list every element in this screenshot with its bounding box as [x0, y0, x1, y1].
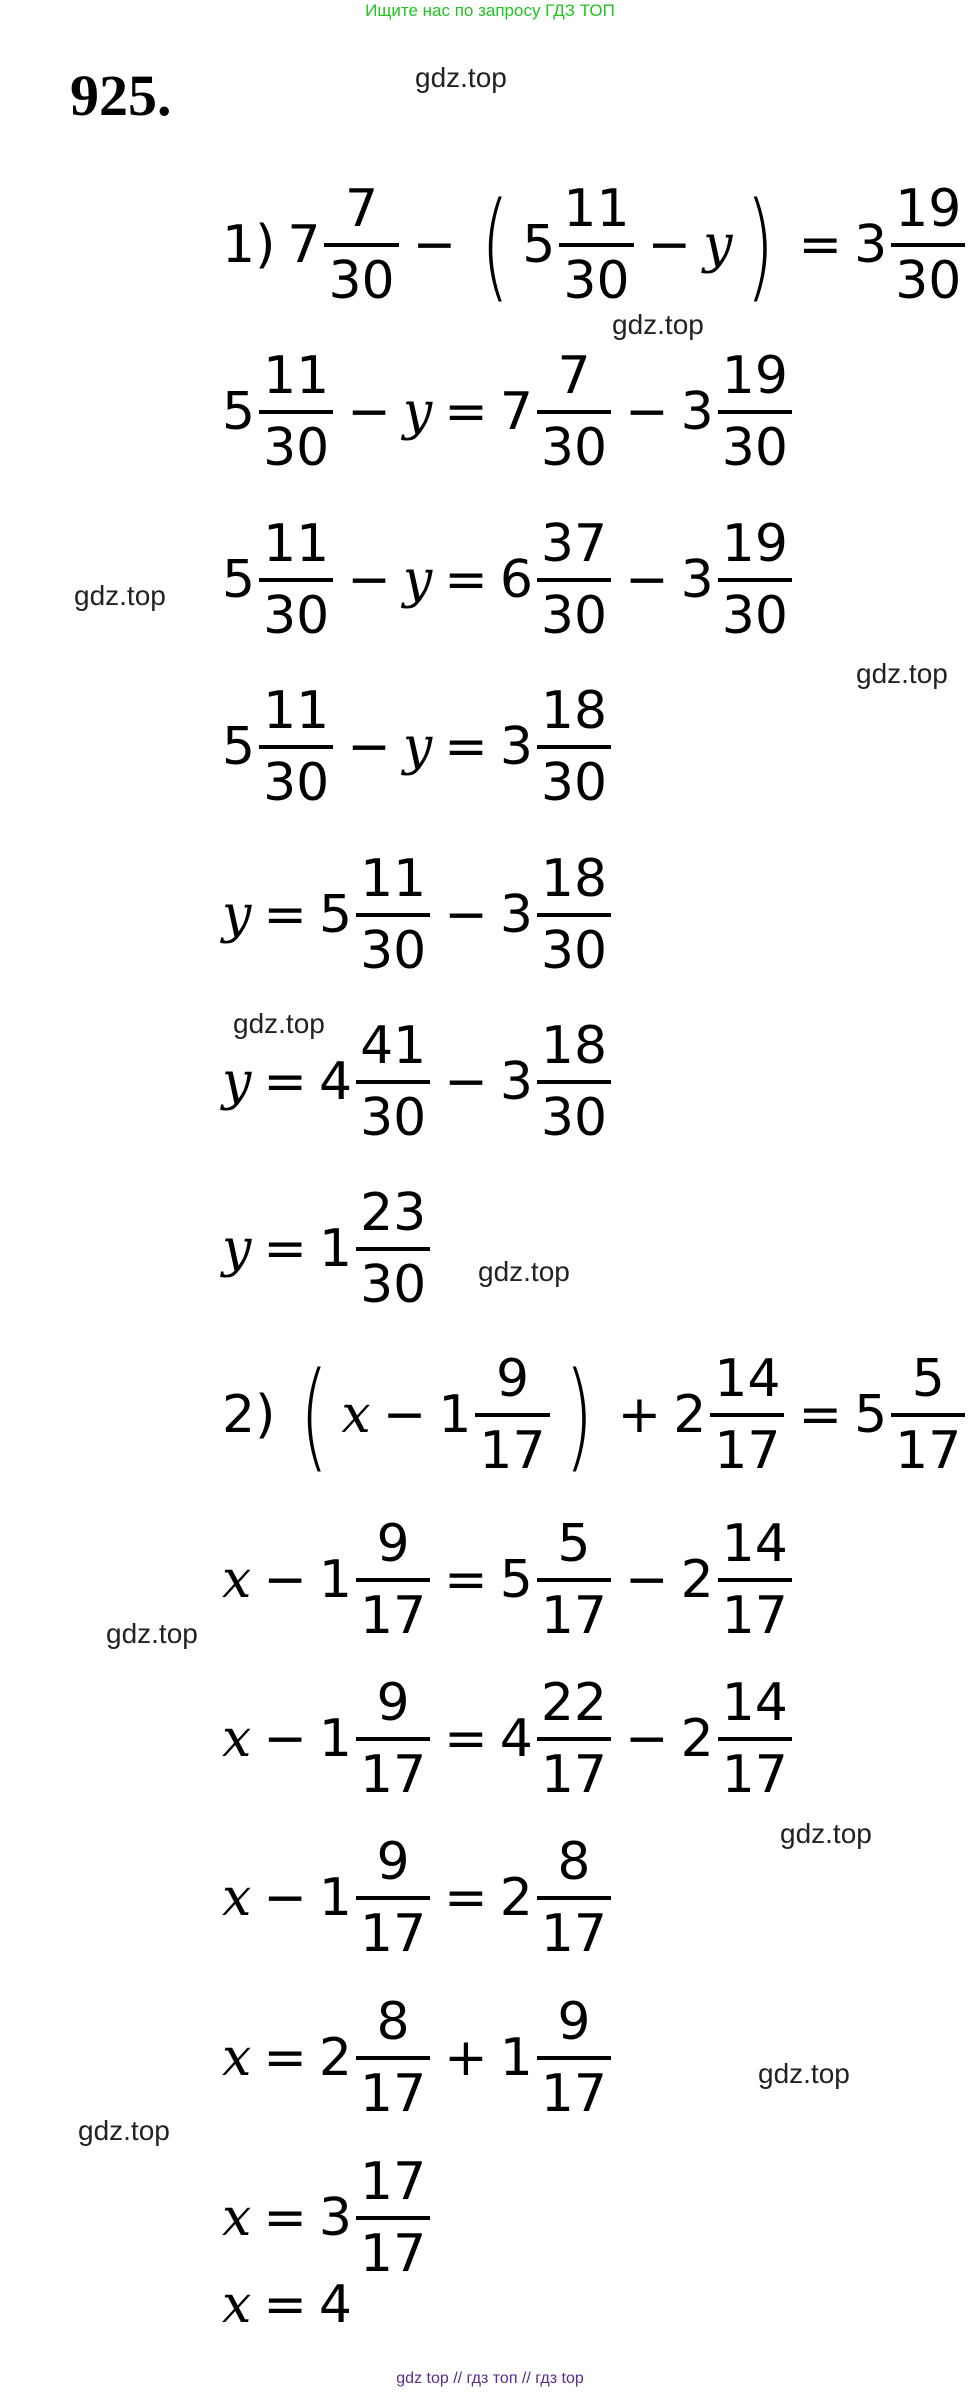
mixed-number: [222, 512, 335, 648]
fraction: [356, 1181, 430, 1317]
minus-sign: −: [347, 717, 391, 777]
fraction: [356, 1671, 430, 1807]
whole-part: 2: [673, 1385, 707, 1445]
denominator: 17: [360, 1745, 427, 1805]
numerator: 11: [563, 179, 630, 239]
fraction-bar: [537, 1578, 611, 1582]
numerator: 5: [911, 1349, 945, 1409]
equals-sign: =: [263, 1052, 307, 1112]
fraction-bar: [718, 410, 792, 414]
watermark: gdz.top: [780, 1818, 872, 1849]
whole-part: 1: [438, 1385, 472, 1445]
numerator: 22: [540, 1673, 608, 1733]
whole-part: 3: [680, 382, 714, 442]
equation-line: [222, 170, 967, 320]
watermark: gdz.top: [78, 2115, 170, 2146]
fraction-bar: [537, 1080, 611, 1084]
fraction: [356, 1512, 430, 1648]
watermark: gdz.top: [478, 1256, 570, 1287]
numerator: 19: [721, 514, 788, 574]
equation-line: [222, 1340, 967, 1490]
mixed-number: [287, 177, 400, 313]
denominator: 30: [563, 251, 630, 311]
fraction: [559, 177, 633, 313]
numerator: 41: [360, 1016, 427, 1076]
minus-sign: −: [444, 1052, 488, 1112]
fraction: [891, 1347, 965, 1483]
minus-sign: −: [412, 215, 457, 275]
fraction: [259, 679, 333, 815]
whole-part: 1: [499, 2028, 533, 2088]
whole-part: 7: [499, 382, 533, 442]
fraction-bar: [356, 1080, 430, 1084]
numerator: 11: [263, 681, 330, 741]
denominator: 30: [895, 251, 962, 311]
fraction: [537, 1014, 611, 1150]
result-number: 4: [318, 2275, 352, 2335]
equation-line: [222, 840, 613, 990]
denominator: 30: [721, 586, 788, 646]
denominator: 30: [263, 753, 330, 813]
part-label: 1): [222, 215, 276, 275]
watermark: gdz.top: [74, 580, 166, 611]
fraction: [356, 1830, 430, 1966]
denominator: 30: [540, 586, 608, 646]
watermark: gdz.top: [758, 2058, 850, 2089]
fraction-bar: [718, 1737, 792, 1741]
fraction: [324, 177, 398, 313]
numerator: 5: [557, 1514, 591, 1574]
numerator: 7: [345, 179, 379, 239]
mixed-number: [319, 1830, 432, 1966]
minus-sign: −: [444, 885, 488, 945]
mixed-number: [500, 1990, 613, 2126]
equation-line: [222, 1007, 613, 1157]
minus-sign: −: [347, 550, 391, 610]
minus-sign: −: [263, 1550, 307, 1610]
minus-sign: −: [625, 1550, 669, 1610]
fraction-bar: [259, 410, 333, 414]
numerator: 14: [721, 1514, 788, 1574]
denominator: 30: [360, 1255, 427, 1315]
denominator: 30: [540, 418, 608, 478]
fraction: [537, 344, 611, 480]
variable: y: [402, 382, 433, 442]
whole-part: 6: [499, 550, 533, 610]
mixed-number: [319, 1512, 432, 1648]
fraction: [259, 512, 333, 648]
minus-sign: −: [625, 550, 669, 610]
fraction-bar: [537, 578, 611, 582]
fraction-bar: [356, 2216, 430, 2220]
equals-sign: =: [444, 382, 488, 442]
denominator: 17: [540, 2064, 608, 2124]
fraction-bar: [356, 2056, 430, 2060]
fraction-bar: [537, 913, 611, 917]
footer-links[interactable]: gdz top // гдз топ // гдз top: [396, 2370, 584, 2387]
mixed-number: [854, 177, 967, 313]
denominator: 30: [540, 753, 608, 813]
equation-line: [222, 1983, 613, 2133]
mixed-number: [681, 1671, 794, 1807]
fraction-bar: [537, 745, 611, 749]
denominator: 30: [721, 418, 788, 478]
fraction: [718, 1512, 792, 1648]
mixed-number: [319, 847, 432, 983]
fraction-bar: [537, 1737, 611, 1741]
equation-line: [222, 1174, 432, 1324]
numerator: 11: [263, 346, 330, 406]
fraction: [537, 1671, 611, 1807]
numerator: 14: [721, 1673, 788, 1733]
equals-sign: =: [263, 2275, 307, 2335]
minus-sign: −: [263, 1868, 307, 1928]
whole-part: 1: [318, 1868, 352, 1928]
mixed-number: [500, 1830, 613, 1966]
mixed-number: [500, 512, 613, 648]
equation-line: [222, 1823, 613, 1973]
watermark: gdz.top: [106, 1618, 198, 1649]
variable: y: [222, 1052, 252, 1112]
whole-part: 5: [222, 717, 256, 777]
part-label: 2): [222, 1385, 276, 1445]
fraction-bar: [356, 1247, 430, 1251]
fraction: [537, 1830, 611, 1966]
mixed-number: [854, 1347, 967, 1483]
fraction: [537, 1990, 611, 2126]
whole-part: 5: [222, 382, 256, 442]
variable: y: [222, 885, 252, 945]
denominator: 30: [328, 251, 395, 311]
watermark: gdz.top: [233, 1008, 325, 1039]
numerator: 9: [376, 1673, 410, 1733]
denominator: 17: [714, 1421, 781, 1481]
mixed-number: [681, 512, 794, 648]
mixed-number: [500, 1014, 613, 1150]
fraction-bar: [710, 1413, 784, 1417]
whole-part: 5: [522, 215, 556, 275]
whole-part: 4: [499, 1709, 533, 1769]
numerator: 18: [540, 1016, 608, 1076]
mixed-number: [500, 847, 613, 983]
numerator: 9: [557, 1992, 591, 2052]
whole-part: 2: [680, 1550, 714, 1610]
fraction: [891, 177, 965, 313]
variable: x: [222, 1868, 252, 1928]
numerator: 23: [360, 1183, 427, 1243]
whole-part: 5: [854, 1385, 888, 1445]
equation-line: [222, 505, 794, 655]
numerator: 17: [360, 2152, 427, 2212]
denominator: 17: [540, 1586, 608, 1646]
numerator: 14: [714, 1349, 781, 1409]
numerator: 7: [557, 346, 591, 406]
fraction-bar: [324, 243, 398, 247]
fraction-bar: [891, 243, 965, 247]
mixed-number: [319, 1181, 432, 1317]
mixed-number: [222, 679, 335, 815]
minus-sign: −: [382, 1385, 427, 1445]
whole-part: 5: [499, 1550, 533, 1610]
equals-sign: =: [798, 215, 843, 275]
fraction: [475, 1347, 549, 1483]
mixed-number: [500, 1671, 613, 1807]
numerator: 37: [540, 514, 608, 574]
mixed-number: [222, 344, 335, 480]
numerator: 18: [540, 681, 608, 741]
whole-part: 5: [318, 885, 353, 945]
fraction-bar: [718, 1578, 792, 1582]
whole-part: 1: [318, 1709, 352, 1769]
minus-sign: −: [647, 215, 692, 275]
fraction: [537, 1512, 611, 1648]
equation-line: [222, 1505, 794, 1655]
whole-part: 4: [318, 1052, 353, 1112]
problem-number: 925.: [70, 63, 172, 128]
minus-sign: −: [263, 1709, 307, 1769]
left-paren: (: [300, 1346, 329, 1484]
mixed-number: [500, 344, 613, 480]
mixed-number: [438, 1347, 551, 1483]
watermark: gdz.top: [415, 62, 507, 93]
numerator: 19: [721, 346, 788, 406]
whole-part: 7: [287, 215, 321, 275]
mixed-number: [681, 344, 794, 480]
search-banner[interactable]: Ищите нас по запросу ГДЗ ТОП: [365, 1, 615, 20]
equals-sign: =: [444, 1868, 488, 1928]
whole-part: 3: [499, 717, 533, 777]
watermark: gdz.top: [856, 658, 948, 689]
mixed-number: [319, 1014, 432, 1150]
right-paren: ): [564, 1346, 593, 1484]
plus-sign: +: [444, 2028, 488, 2088]
variable: x: [222, 2188, 252, 2248]
denominator: 17: [540, 1745, 608, 1805]
equals-sign: =: [444, 550, 488, 610]
fraction-bar: [475, 1413, 549, 1417]
fraction-bar: [356, 913, 430, 917]
variable: y: [402, 717, 433, 777]
left-paren: (: [480, 176, 510, 314]
variable: x: [222, 1709, 252, 1769]
mixed-number: [681, 1512, 794, 1648]
denominator: 30: [540, 921, 608, 981]
fraction-bar: [891, 1413, 965, 1417]
whole-part: 1: [318, 1219, 353, 1279]
denominator: 17: [895, 1421, 962, 1481]
equals-sign: =: [444, 1709, 488, 1769]
variable: x: [222, 2275, 252, 2335]
denominator: 17: [721, 1745, 788, 1805]
variable: x: [341, 1385, 371, 1445]
whole-part: 3: [318, 2188, 352, 2248]
plus-sign: +: [617, 1385, 662, 1445]
variable: y: [402, 550, 433, 610]
numerator: 11: [360, 849, 427, 909]
fraction-bar: [356, 1737, 430, 1741]
mixed-number: [673, 1347, 786, 1483]
equals-sign: =: [444, 1550, 488, 1610]
denominator: 30: [540, 1088, 608, 1148]
fraction: [718, 1671, 792, 1807]
fraction-bar: [718, 578, 792, 582]
fraction-bar: [356, 1896, 430, 1900]
minus-sign: −: [625, 382, 669, 442]
denominator: 17: [360, 1904, 427, 1964]
fraction-bar: [259, 745, 333, 749]
denominator: 17: [360, 1586, 427, 1646]
mixed-number: [500, 679, 613, 815]
fraction: [537, 847, 611, 983]
mixed-number: [319, 1990, 432, 2126]
numerator: 18: [540, 849, 608, 909]
whole-part: 3: [499, 1052, 533, 1112]
fraction-bar: [537, 410, 611, 414]
fraction-bar: [259, 578, 333, 582]
equation-line: [222, 672, 613, 822]
equals-sign: =: [263, 1219, 307, 1279]
whole-part: 5: [222, 550, 256, 610]
equals-sign: =: [444, 717, 488, 777]
fraction: [356, 847, 430, 983]
whole-part: 2: [680, 1709, 714, 1769]
fraction: [356, 1990, 430, 2126]
fraction-bar: [356, 1578, 430, 1582]
variable: y: [222, 1219, 252, 1279]
fraction: [259, 344, 333, 480]
numerator: 8: [376, 1992, 410, 2052]
fraction: [356, 2150, 430, 2286]
denominator: 17: [360, 2064, 427, 2124]
whole-part: 2: [318, 2028, 352, 2088]
variable: y: [703, 215, 733, 275]
variable: x: [222, 1550, 252, 1610]
right-paren: ): [745, 176, 774, 314]
numerator: 9: [495, 1349, 530, 1409]
equals-sign: =: [263, 2028, 307, 2088]
whole-part: 3: [854, 215, 888, 275]
numerator: 8: [557, 1832, 591, 1892]
fraction: [537, 512, 611, 648]
whole-part: 3: [680, 550, 714, 610]
fraction-bar: [537, 1896, 611, 1900]
denominator: 17: [540, 1904, 608, 1964]
denominator: 30: [360, 1088, 427, 1148]
mixed-number: [500, 1512, 613, 1648]
denominator: 30: [360, 921, 427, 981]
fraction: [356, 1014, 430, 1150]
variable: x: [222, 2028, 252, 2088]
watermark: gdz.top: [612, 309, 704, 340]
fraction-bar: [559, 243, 633, 247]
denominator: 17: [721, 1586, 788, 1646]
fraction-bar: [537, 2056, 611, 2060]
fraction: [537, 679, 611, 815]
minus-sign: −: [625, 1709, 669, 1769]
denominator: 30: [263, 418, 330, 478]
equals-sign: =: [798, 1385, 843, 1445]
denominator: 17: [360, 2224, 427, 2284]
whole-part: 2: [499, 1868, 533, 1928]
whole-part: 3: [499, 885, 533, 945]
equation-line: [222, 2260, 352, 2350]
numerator: 9: [376, 1514, 410, 1574]
equals-sign: =: [263, 2188, 307, 2248]
mixed-number: [522, 177, 635, 313]
minus-sign: −: [347, 382, 391, 442]
numerator: 11: [263, 514, 330, 574]
equals-sign: =: [263, 885, 307, 945]
equation-line: [222, 1664, 794, 1814]
denominator: 30: [263, 586, 330, 646]
numerator: 19: [895, 179, 962, 239]
denominator: 17: [479, 1421, 546, 1481]
whole-part: 1: [318, 1550, 352, 1610]
mixed-number: [319, 1671, 432, 1807]
fraction: [710, 1347, 784, 1483]
equation-line: [222, 337, 794, 487]
fraction: [718, 512, 792, 648]
fraction: [718, 344, 792, 480]
numerator: 9: [376, 1832, 410, 1892]
